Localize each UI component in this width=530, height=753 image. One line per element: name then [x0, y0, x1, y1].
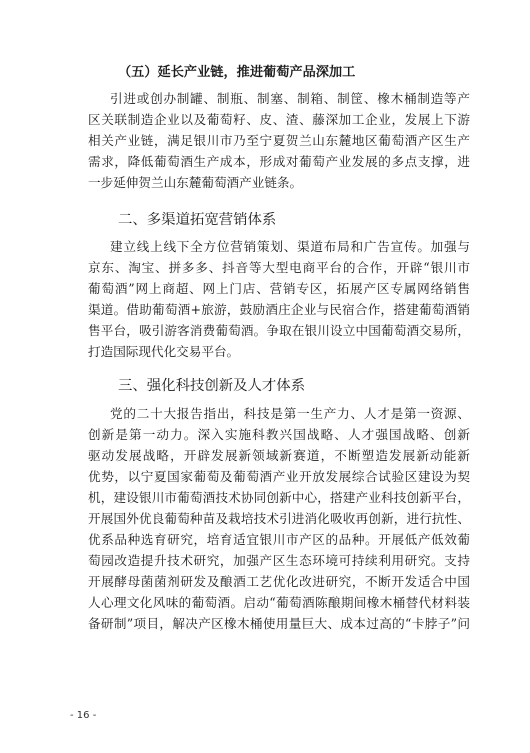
- paragraph-line: 开展酵母菌菌剂研发及酿酒工艺优化改进研究，不断开发适合中国: [88, 574, 470, 589]
- section-2-heading: 二、多渠道拓宽营销体系: [118, 212, 277, 228]
- section-3-heading: 三、强化科技创新及人才体系: [118, 378, 306, 394]
- paragraph-line: 开展国外优良葡萄种苗及栽培技术引进消化吸收再创新，进行抗性、: [88, 511, 470, 526]
- paragraph-line: 驱动发展战略，开辟发展新领域新赛道，不断塑造发展新动能新: [88, 448, 470, 463]
- paragraph-line: 创新是第一动力。深入实施科教兴国战略、人才强国战略、创新: [88, 427, 470, 442]
- section-5-body: [88, 88, 470, 193]
- paragraph-line: 优系品种选育研究，培育适宜银川市产区的品种。开展低产低效葡: [88, 532, 470, 547]
- paragraph-line: 相关产业链，满足银川市乃至宁夏贺兰山东麓地区葡萄酒产区生产: [88, 133, 470, 148]
- paragraph-line: 党的二十大报告指出，科技是第一生产力、人才是第一资源、: [110, 406, 470, 421]
- section-5-heading: （五）延长产业链，推进葡萄产品深加工: [118, 65, 356, 80]
- paragraph-line: 需求，降低葡萄酒生产成本，形成对葡萄产业发展的多点支撑，进: [88, 154, 470, 169]
- paragraph-line: 区关联制造企业以及葡萄籽、皮、渣、藤深加工企业，发展上下游: [88, 112, 470, 127]
- paragraph-line: 机，建设银川市葡萄酒技术协同创新中心，搭建产业科技创新平台，: [88, 490, 470, 505]
- paragraph-line: 引进或创办制罐、制瓶、制塞、制箱、制筐、橡木桶制造等产: [110, 91, 470, 106]
- section-3-body: [88, 403, 470, 634]
- paragraph-line: 葡萄酒”网上商超、网上门店、营销专区，拓展产区专属网络销售: [88, 281, 470, 296]
- paragraph-line: 优势，以宁夏国家葡萄及葡萄酒产业开放发展综合试验区建设为契: [88, 469, 470, 484]
- paragraph-line: 京东、淘宝、拼多多、抖音等大型电商平台的合作，开辟“银川市: [88, 260, 470, 275]
- paragraph-line: 人心理文化风味的葡萄酒。启动“葡萄酒陈酿期间橡木桶替代材料装: [88, 595, 470, 610]
- page-number: - 16 -: [70, 710, 97, 721]
- paragraph-line: 备研制”项目，解决产区橡木桶使用量巨大、成本过高的“卡脖子”问: [88, 616, 470, 631]
- section-2-body: [88, 236, 470, 362]
- paragraph-line: 建立线上线下全方位营销策划、渠道布局和广告宣传。加强与: [110, 239, 470, 254]
- paragraph-line: 打造国际现代化交易平台。: [88, 344, 240, 359]
- paragraph-line: 萄园改造提升技术研究，加强产区生态环境可持续利用研究。支持: [88, 553, 470, 568]
- paragraph-line: 渠道。借助葡萄酒+旅游，鼓励酒庄企业与民宿合作，搭建葡萄酒销: [88, 302, 470, 317]
- paragraph-line: 一步延伸贺兰山东麓葡萄酒产业链条。: [88, 175, 303, 190]
- paragraph-line: 售平台，吸引游客消费葡萄酒。争取在银川设立中国葡萄酒交易所，: [88, 323, 470, 338]
